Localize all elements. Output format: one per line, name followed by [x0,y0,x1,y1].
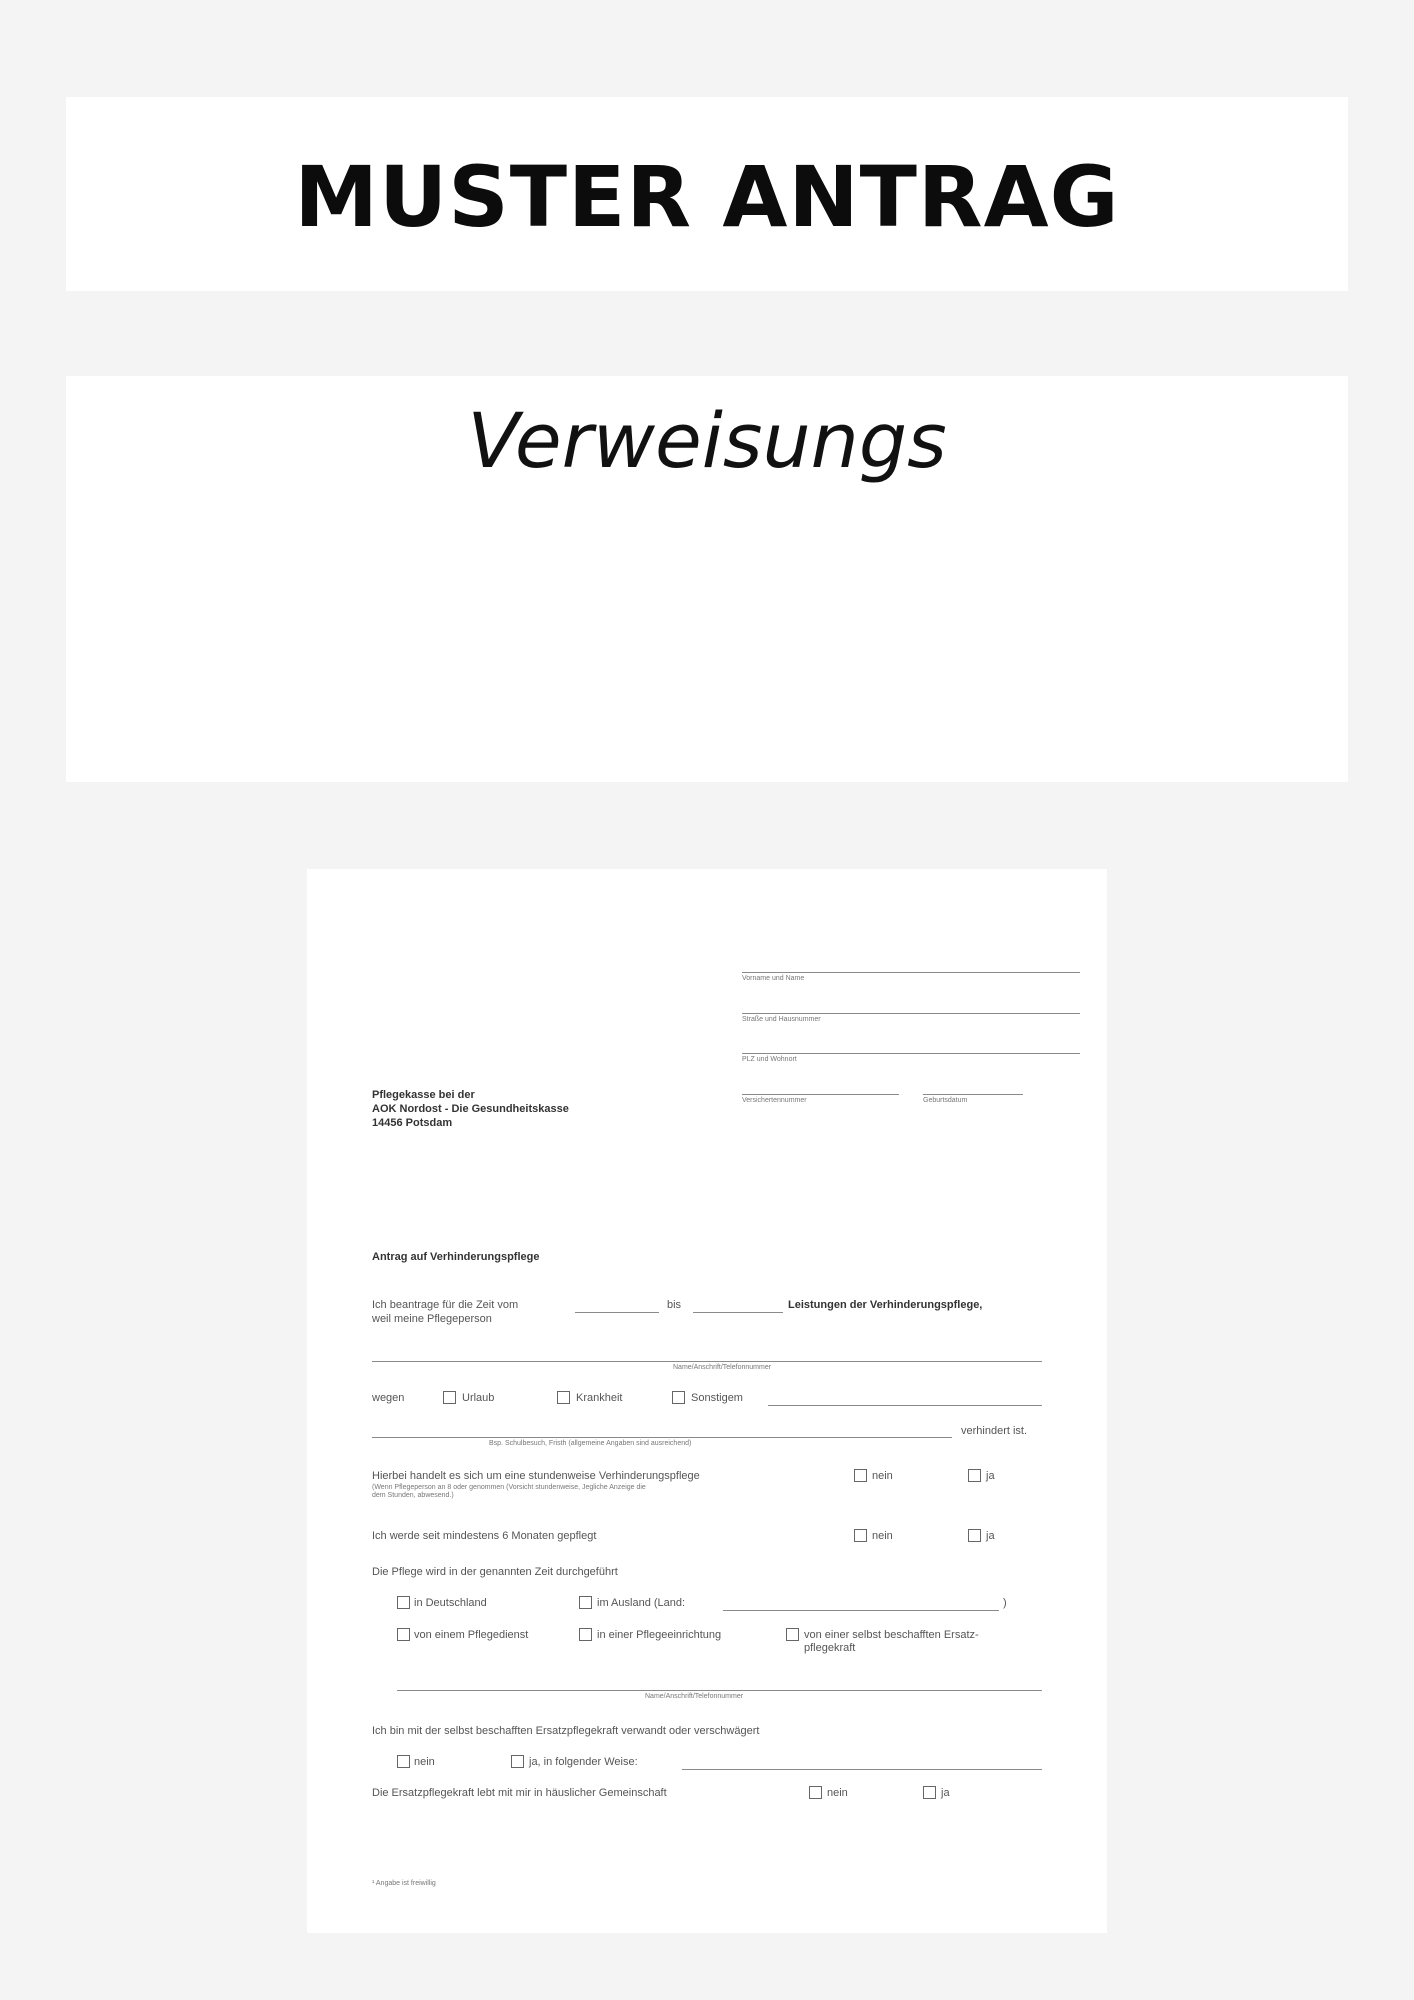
checkbox-months-no[interactable] [854,1529,867,1542]
option-by-self-1: von einer selbst beschafften Ersatz- [804,1629,979,1641]
date-from-line [575,1312,659,1313]
name-label: Vorname und Name [742,975,805,982]
checkbox-urlaub[interactable] [443,1391,456,1404]
caregiver-caption: Name/Anschrift/Telefonnummer [673,1364,772,1371]
title-panel [66,97,1348,291]
city-label: PLZ und Wohnort [742,1056,797,1063]
caregiver-line [372,1361,1042,1362]
request-line-2: weil meine Pflegeperson [372,1313,492,1325]
abroad-country-line [723,1610,999,1611]
relation-question: Ich bin mit der selbst beschafften Ersatzpflegekraft verwandt oder verschwägert [372,1725,760,1737]
name-line [742,972,1080,973]
addressee-line-2: AOK Nordost - Die Gesundheitskasse [372,1103,569,1115]
location-question: Die Pflege wird in der genannten Zeit durchgeführt [372,1566,618,1578]
addressee-line-1: Pflegekasse bei der [372,1089,475,1101]
checkbox-months-yes[interactable] [968,1529,981,1542]
months-yes: ja [986,1530,995,1542]
checkbox-relation-yes[interactable] [511,1755,524,1768]
checkbox-hourly-yes[interactable] [968,1469,981,1482]
request-prefix: Ich beantrage für die Zeit vom [372,1299,519,1311]
date-to-line [693,1312,783,1313]
option-germany: in Deutschland [414,1597,487,1609]
abroad-end: ) [1003,1597,1007,1609]
months-no: nein [872,1530,893,1542]
checkbox-krankheit[interactable] [557,1391,570,1404]
footnote: ¹ Angabe ist freiwillig [372,1880,436,1887]
street-line [742,1013,1080,1014]
checkbox-in-facility[interactable] [579,1628,592,1641]
page-title: MUSTER ANTRAG [294,148,1120,246]
months-question: Ich werde seit mindestens 6 Monaten gepflegt [372,1530,597,1542]
checkbox-abroad[interactable] [579,1596,592,1609]
option-sonstigem: Sonstigem [691,1392,743,1404]
checkbox-relation-no[interactable] [397,1755,410,1768]
hourly-note-1: (Wenn Pflegeperson an 8 oder genommen (Vorsicht stundenweise, Jegliche Anzeige die [372,1484,646,1491]
reason-detail-line [372,1437,952,1438]
household-question: Die Ersatzpflegekraft lebt mit mir in häuslicher Gemeinschaft [372,1787,667,1799]
location-contact-line [397,1690,1042,1691]
checkbox-germany[interactable] [397,1596,410,1609]
hourly-yes: ja [986,1470,995,1482]
option-by-self-2: pflegekraft [804,1642,856,1654]
street-label: Straße und Hausnummer [742,1016,821,1023]
checkbox-hourly-no[interactable] [854,1469,867,1482]
request-benefit: Leistungen der Verhinderungspflege, [788,1299,983,1311]
relation-detail-line [682,1769,1042,1770]
location-caption: Name/Anschrift/Telefonnummer [645,1693,744,1700]
birthdate-line [923,1094,1023,1095]
checkbox-by-service[interactable] [397,1628,410,1641]
reason-label: wegen [372,1392,405,1404]
option-krankheit: Krankheit [576,1392,623,1404]
relation-no: nein [414,1756,435,1768]
city-line [742,1053,1080,1054]
household-no: nein [827,1787,848,1799]
hourly-note-2: dem Stunden, abwesend.) [372,1492,454,1499]
checkbox-by-self[interactable] [786,1628,799,1641]
subtitle-panel [66,376,1348,782]
request-until: bis [667,1299,682,1311]
birthdate-label: Geburtsdatum [923,1097,968,1104]
option-urlaub: Urlaub [462,1392,495,1404]
form-title: Antrag auf Verhinderungspflege [372,1251,540,1263]
hourly-question: Hierbei handelt es sich um eine stundenweise Verhinderungspflege [372,1470,700,1482]
insurance-line [742,1094,899,1095]
option-by-service: von einem Pflegedienst [414,1629,529,1641]
sonstigem-line [768,1405,1042,1406]
reason-caption: Bsp. Schulbesuch, Fristh (allgemeine Angaben sind ausreichend) [489,1440,692,1447]
addressee-line-3: 14456 Potsdam [372,1117,453,1129]
insurance-label: Versichertennummer [742,1097,807,1104]
option-abroad: im Ausland (Land: [597,1597,686,1609]
relation-yes: ja, in folgender Weise: [529,1756,638,1768]
checkbox-household-yes[interactable] [923,1786,936,1799]
subtitle: Verweisungs [467,396,947,485]
household-yes: ja [941,1787,950,1799]
reason-suffix: verhindert ist. [961,1425,1028,1437]
checkbox-household-no[interactable] [809,1786,822,1799]
hourly-no: nein [872,1470,893,1482]
option-in-facility: in einer Pflegeeinrichtung [597,1629,722,1641]
checkbox-sonstigem[interactable] [672,1391,685,1404]
form-preview [307,869,1107,1933]
